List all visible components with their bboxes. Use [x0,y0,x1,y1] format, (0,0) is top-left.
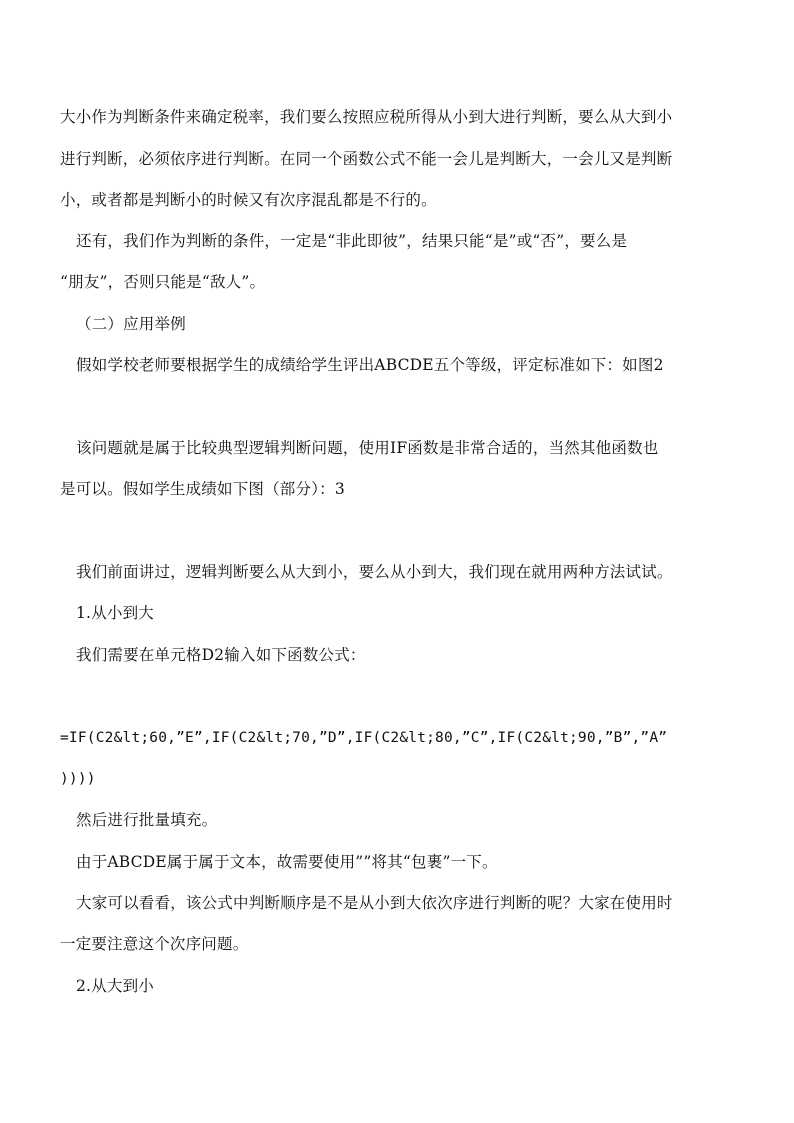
paragraph-line-9: 是可以。假如学生成绩如下图（部分）：3 [60,480,345,498]
section-heading: （二）应用举例 [76,315,186,333]
paragraph-line-4: 还有，我们作为判断的条件，一定是“非此即彼”，结果只能“是”或“否”，要么是 [76,232,628,250]
paragraph-line-5: “朋友”，否则只能是“敌人”。 [60,273,266,291]
formula-line-2: )))) [60,771,96,787]
subheading-large-to-small: 2.从大到小 [76,977,154,995]
paragraph-line-18: 一定要注意这个次序问题。 [60,935,249,953]
paragraph-line-7: 假如学校老师要根据学生的成绩给学生评出ABCDE五个等级，评定标准如下：如图2 [76,356,664,374]
paragraph-line-1: 大小作为判断条件来确定税率，我们要么按照应税所得从小到大进行判断，要么从大到小 [60,108,673,126]
formula-line-1: =IF(C2&lt;60,”E”,IF(C2&lt;70,”D”,IF(C2&lt;80,”C”,IF(C2&lt;90,”B”,”A” [60,730,668,746]
paragraph-line-10: 我们前面讲过，逻辑判断要么从大到小，要么从小到大，我们现在就用两种方法试试。 [76,563,673,581]
paragraph-line-12: 我们需要在单元格D2输入如下函数公式： [76,646,366,664]
paragraph-line-2: 进行判断，必须依序进行判断。在同一个函数公式不能一会儿是判断大，一会儿又是判断 [60,150,673,168]
subheading-small-to-large: 1.从小到大 [76,604,154,622]
paragraph-line-3: 小，或者都是判断小的时候又有次序混乱都是不行的。 [60,191,437,209]
paragraph-line-16: 由于ABCDE属于属于文本，故需要使用””将其“包裹”一下。 [76,853,498,871]
paragraph-line-17: 大家可以看看，该公式中判断顺序是不是从小到大依次序进行判断的呢？大家在使用时 [76,894,673,912]
paragraph-line-15: 然后进行批量填充。 [76,811,218,829]
paragraph-line-8: 该问题就是属于比较典型逻辑判断问题，使用IF函数是非常合适的，当然其他函数也 [76,439,659,457]
